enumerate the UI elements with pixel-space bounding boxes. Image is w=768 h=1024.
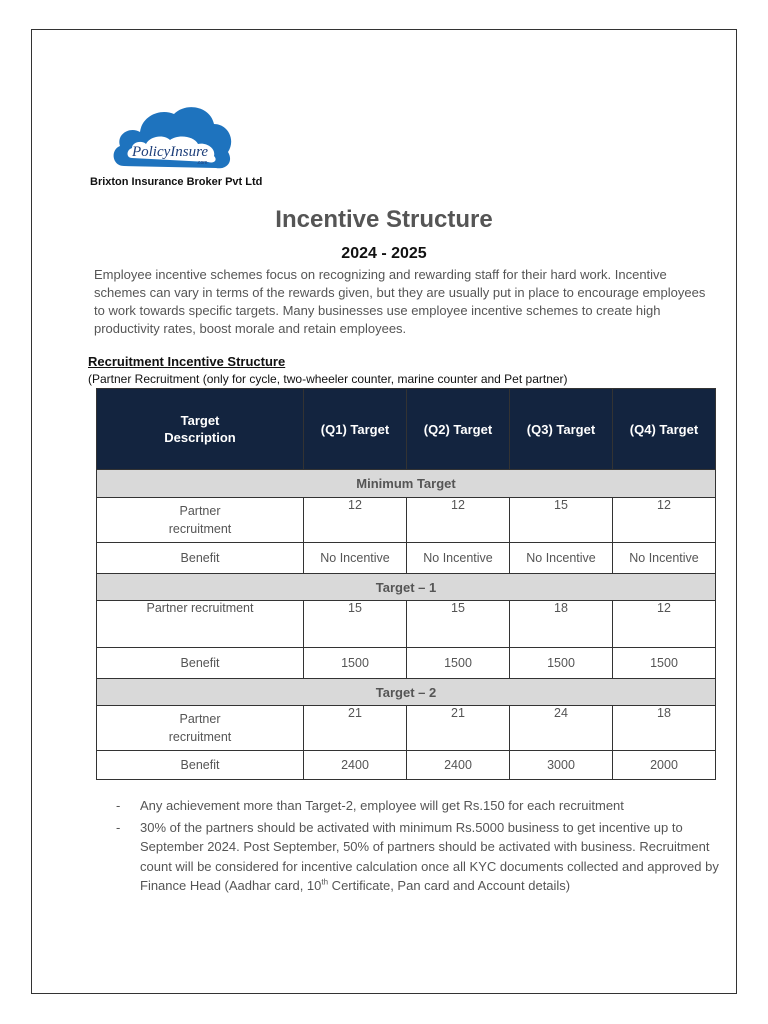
cell-t1-q4: 12 [613, 601, 716, 648]
label-line1: Partner [179, 712, 221, 726]
section-subheading: (Partner Recruitment (only for cycle, two-wheeler counter, marine counter and Pet partner) [88, 372, 568, 386]
row-label-benefit: Benefit [97, 751, 304, 780]
header-q1: (Q1) Target [304, 389, 407, 470]
intro-paragraph: Employee incentive schemes focus on recognizing and rewarding staff for their hard work. Incentive schemes can vary in terms of the rewards given, but they are usually put in place to encourage employees to work towards specific targets. Many businesses use employee incentive schemes to create high productivity rates, boost morale and retain employees. [94, 267, 706, 336]
row-label-benefit: Benefit [97, 543, 304, 574]
header-q4: (Q4) Target [613, 389, 716, 470]
band-row-target-2 [97, 679, 716, 706]
dash-bullet: - [116, 819, 121, 835]
table-row [97, 648, 716, 679]
cell-min-benefit-q2: No Incentive [407, 543, 510, 574]
band-row-target-1 [97, 574, 716, 601]
logo-text: PolicyInsure [131, 144, 209, 160]
note-2-part1: 30% of the partners should be activated with minimum Rs.5000 business to get incentive up to September 2024. Post September, 50% of partners should be activated with business. Recruitment count will be considered for incentive calculation once all KYC documents collected and approved by Finance Head (Aadhar card, 10 [140, 819, 719, 893]
list-item [116, 796, 724, 816]
cell-min-q3: 15 [510, 498, 613, 543]
band-row-minimum [97, 470, 716, 498]
cell-t2-benefit-q2: 2400 [407, 751, 510, 780]
label-line2: recruitment [168, 522, 232, 536]
header-q2: (Q2) Target [407, 389, 510, 470]
list-item [116, 818, 724, 896]
incentive-table [96, 388, 716, 780]
policyinsure-logo [110, 100, 234, 172]
table-row [97, 751, 716, 780]
note-2-superscript: th [321, 877, 329, 887]
row-label-partner-recruitment: Partner recruitment [97, 601, 304, 648]
cell-min-q1: 12 [304, 498, 407, 543]
note-2-text [140, 820, 719, 894]
cell-min-q2: 12 [407, 498, 510, 543]
row-label-benefit: Benefit [97, 648, 304, 679]
document-year: 2024 - 2025 [341, 245, 427, 262]
logo-subtext: .com [196, 160, 208, 166]
notes-list [116, 796, 724, 898]
header-desc-line2: Description [164, 430, 236, 445]
dash-bullet: - [116, 798, 121, 813]
band-minimum-target: Minimum Target [97, 470, 716, 498]
cell-t1-q1: 15 [304, 601, 407, 648]
cell-t1-benefit-q4: 1500 [613, 648, 716, 679]
cell-min-benefit-q4: No Incentive [613, 543, 716, 574]
note-2-part2: Certificate, Pan card and Account details) [328, 878, 571, 893]
document-page [31, 29, 737, 994]
label-line2: recruitment [168, 730, 232, 744]
cell-t1-benefit-q3: 1500 [510, 648, 613, 679]
document-title: Incentive Structure [275, 206, 493, 233]
cell-min-q4: 12 [613, 498, 716, 543]
header-q3: (Q3) Target [510, 389, 613, 470]
band-target-2: Target – 2 [97, 679, 716, 706]
cell-min-benefit-q1: No Incentive [304, 543, 407, 574]
cell-t2-benefit-q1: 2400 [304, 751, 407, 780]
table-row [97, 498, 716, 543]
section-heading: Recruitment Incentive Structure [88, 354, 286, 369]
table-header-row [97, 389, 716, 470]
cell-t2-benefit-q4: 2000 [613, 751, 716, 780]
row-label-partner-recruitment [97, 706, 304, 751]
table-row [97, 601, 716, 648]
cell-min-benefit-q3: No Incentive [510, 543, 613, 574]
cell-t1-benefit-q1: 1500 [304, 648, 407, 679]
header-target-description [97, 389, 304, 470]
cell-t2-benefit-q3: 3000 [510, 751, 613, 780]
cell-t1-benefit-q2: 1500 [407, 648, 510, 679]
cell-t1-q3: 18 [510, 601, 613, 648]
cell-t1-q2: 15 [407, 601, 510, 648]
band-target-1: Target – 1 [97, 574, 716, 601]
cell-t2-q3: 24 [510, 706, 613, 751]
cell-t2-q1: 21 [304, 706, 407, 751]
company-name: Brixton Insurance Broker Pvt Ltd [90, 176, 263, 188]
cell-t2-q2: 21 [407, 706, 510, 751]
row-label-partner-recruitment [97, 498, 304, 543]
cell-t2-q4: 18 [613, 706, 716, 751]
table-row [97, 543, 716, 574]
label-line1: Partner [179, 504, 221, 518]
note-1-text: Any achievement more than Target-2, employee will get Rs.150 for each recruitment [140, 798, 624, 813]
header-desc-line1: Target [180, 413, 220, 428]
table-row [97, 706, 716, 751]
